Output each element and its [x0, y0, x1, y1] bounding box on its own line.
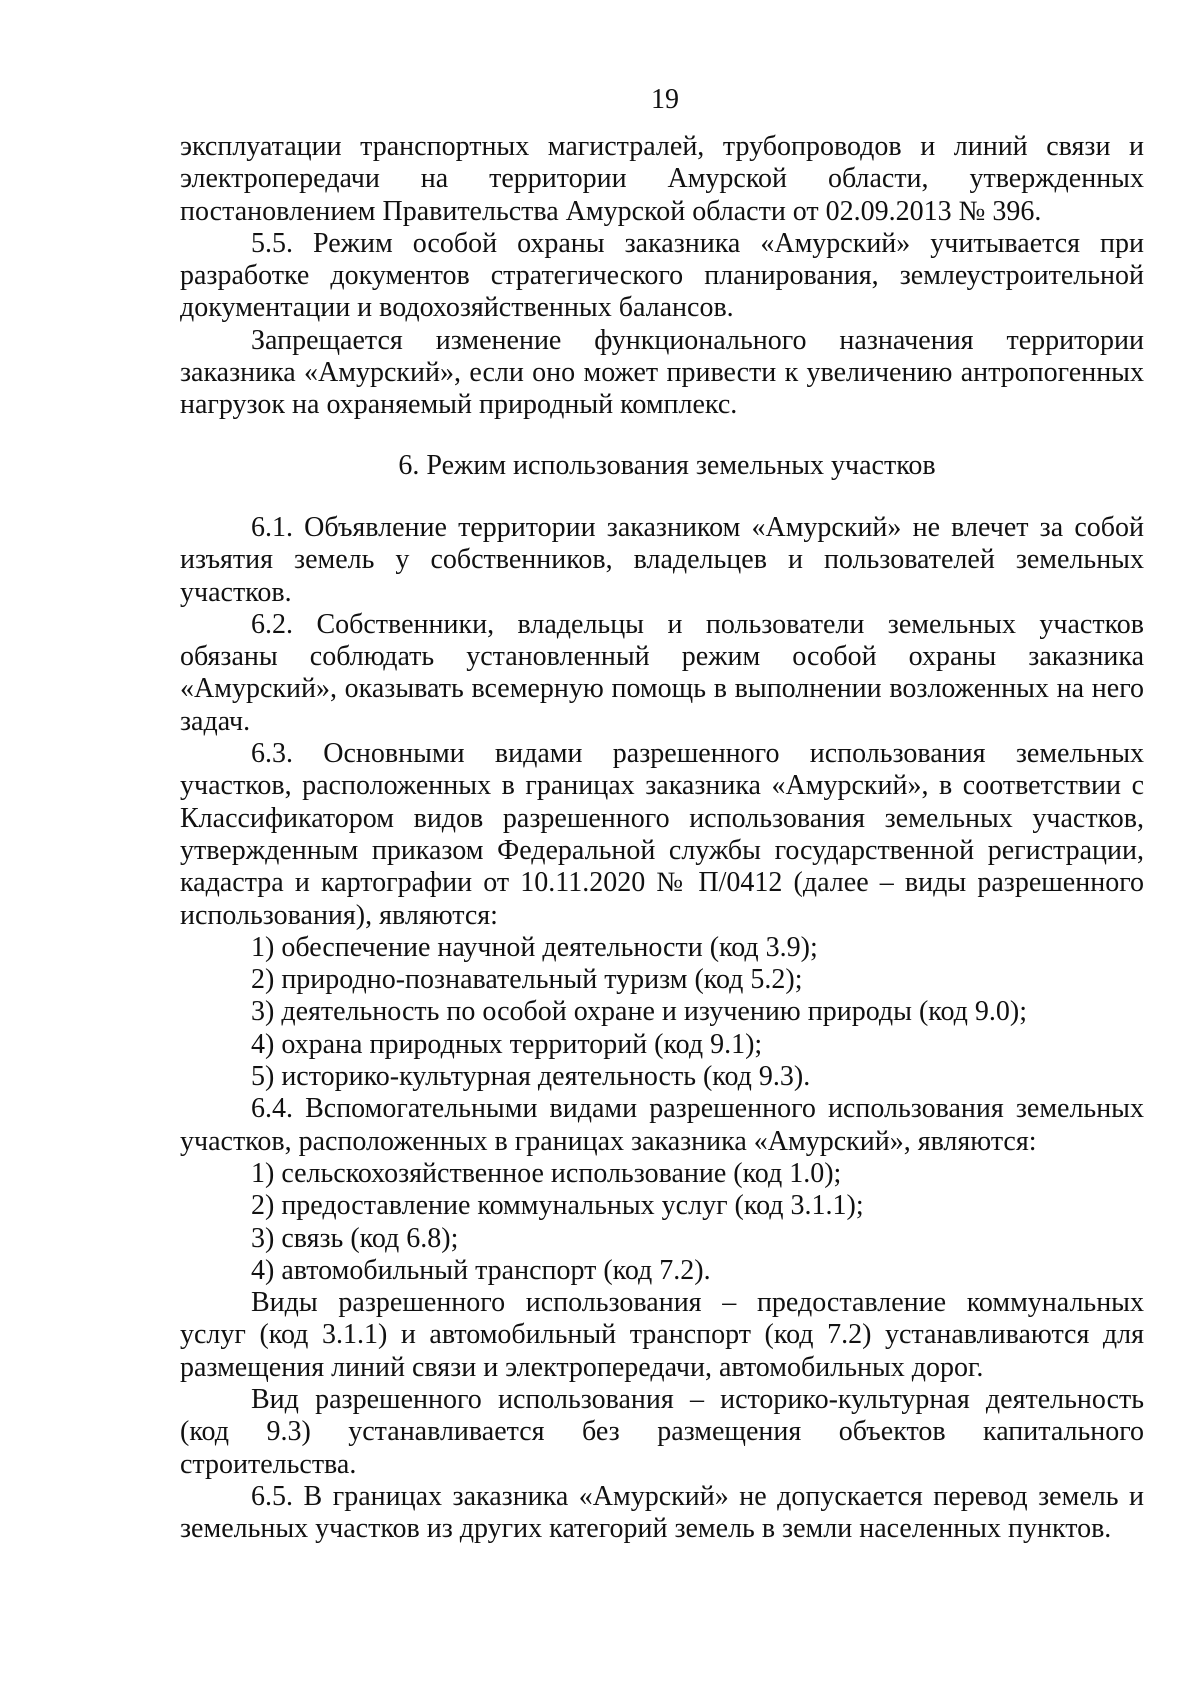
- list-item: 3) деятельность по особой охране и изучению природы (код 9.0);: [251, 996, 1027, 1028]
- paragraph: эксплуатации транспортных магистралей, трубопроводов и линий связи и электропередачи на территории Амурской области, утвержденных постановлением Правительства Амурской области от 02.09.2013 № 396.: [180, 131, 1144, 227]
- paragraph: 6.1. Объявление территории заказником «Амурский» не влечет за собой изъятия земель у собственников, владельцев и пользователей земельных участков.: [180, 511, 1144, 608]
- paragraph: Вид разрешенного использования – историко-культурная деятельность (код 9.3) устанавливается без размещения объектов капитального строительства.: [180, 1383, 1144, 1480]
- page-number: 19: [651, 84, 679, 115]
- list-item: 4) автомобильный транспорт (код 7.2).: [251, 1254, 711, 1286]
- paragraph: Виды разрешенного использования – предоставление коммунальных услуг (код 3.1.1) и автомобильный транспорт (код 7.2) устанавливаются для размещения линий связи и электропередачи, автомобильных дорог.: [180, 1287, 1144, 1383]
- section-heading: 6. Режим использования земельных участков: [398, 449, 936, 481]
- list-item: 2) предоставление коммунальных услуг (код 3.1.1);: [251, 1190, 864, 1222]
- list-item: 4) охрана природных территорий (код 9.1);: [251, 1028, 763, 1060]
- paragraph: Запрещается изменение функционального назначения территории заказника «Амурский», если оно может привести к увеличению антропогенных нагрузок на охраняемый природный комплекс.: [180, 324, 1144, 421]
- list-item: 2) природно-познавательный туризм (код 5.2);: [251, 964, 803, 996]
- paragraph: 6.4. Вспомогательными видами разрешенного использования земельных участков, расположенных в границах заказника «Амурский», являются:: [180, 1093, 1144, 1157]
- list-item: 1) сельскохозяйственное использование (код 1.0);: [251, 1157, 842, 1189]
- paragraph: 6.2. Собственники, владельцы и пользователи земельных участков обязаны соблюдать установленный режим особой охраны заказника «Амурский», оказывать всемерную помощь в выполнении возложенных на него задач.: [180, 608, 1144, 737]
- paragraph: 6.3. Основными видами разрешенного использования земельных участков, расположенных в границах заказника «Амурский», в соответствии с Классификатором видов разрешенного использования земельных участков, утвержденным приказом Федеральной службы государственной регистрации, кадастра и картографии от 10.11.2020 № П/0412 (далее – виды разрешенного использования), являются:: [180, 738, 1144, 931]
- list-item: 1) обеспечение научной деятельности (код 3.9);: [251, 931, 818, 963]
- paragraph: 6.5. В границах заказника «Амурский» не допускается перевод земель и земельных участков из других категорий земель в земли населенных пунктов.: [180, 1480, 1144, 1545]
- list-item: 5) историко-культурная деятельность (код 9.3).: [251, 1061, 811, 1093]
- list-item: 3) связь (код 6.8);: [251, 1222, 459, 1254]
- document-body: [180, 131, 1144, 1545]
- paragraph: 5.5. Режим особой охраны заказника «Амурский» учитывается при разработке документов стратегического планирования, землеустроительной документации и водохозяйственных балансов.: [180, 227, 1144, 324]
